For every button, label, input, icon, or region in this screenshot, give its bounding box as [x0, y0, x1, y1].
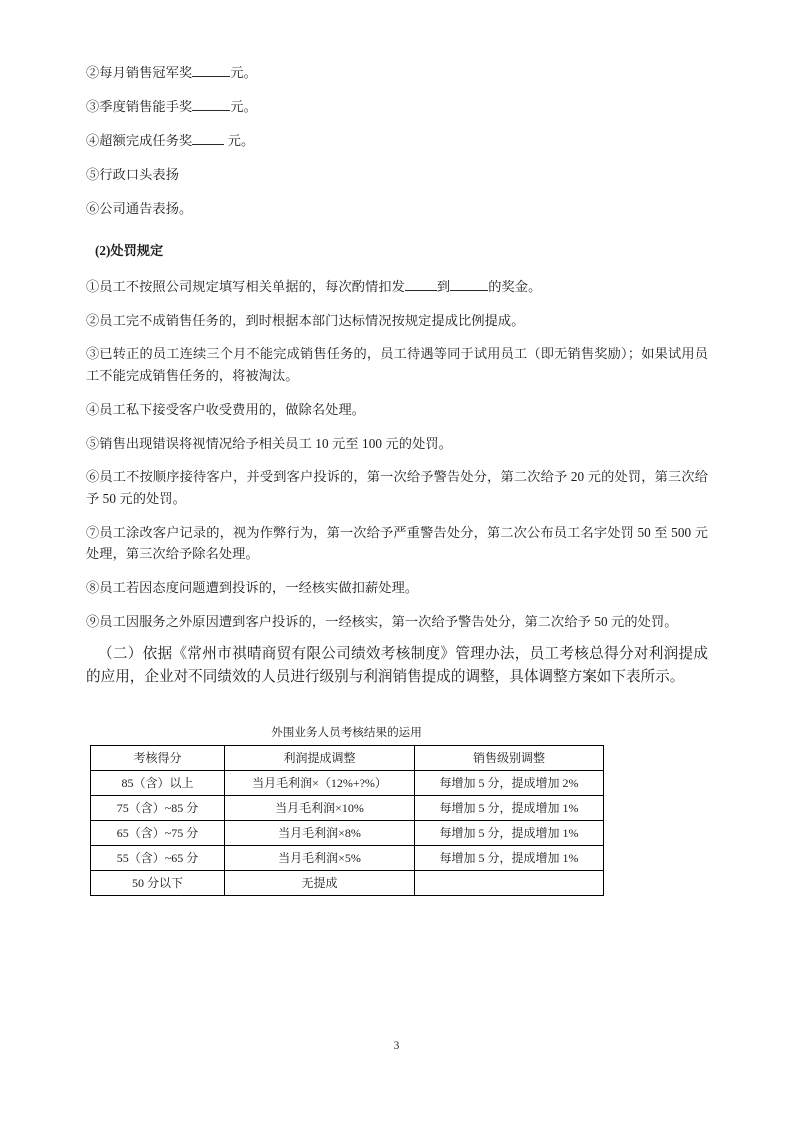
blank-line[interactable]	[192, 144, 224, 145]
table-cell-profit: 当月毛利润×5%	[225, 846, 415, 871]
blank-line[interactable]	[192, 76, 230, 77]
blank-line[interactable]	[192, 110, 230, 111]
page-number: 3	[393, 1040, 400, 1052]
section-two-line1: （二）依据《常州市祺晴商贸有限公司绩效考核制度》管理办法，员工考核总得分对利润	[98, 646, 679, 663]
reward-item-3-text: ③季度销售能手奖	[86, 98, 193, 114]
penalty-item-6: ⑥员工不按顺序接待客户，并受到客户投诉的，第一次给予警告处分，第二次给予 20 元的处罚，第三次给予 50 元的处罚。	[86, 469, 708, 506]
section-two-line2: 提成的应用，企业对不同绩效的人员进行级别与利润销售提成的调整，具体调整方案如下表所示。	[86, 646, 708, 686]
penalty-item-7: ⑦员工涂改客户记录的，视为作弊行为，第一次给予严重警告处分，第二次公布员工名字处罚 50 至 500 元处理，第三次给予除名处理。	[86, 524, 708, 562]
page-content	[86, 62, 708, 896]
table-header-row	[91, 746, 604, 771]
reward-item-6: ⑥公司通告表扬。	[86, 200, 193, 216]
penalty-item-1-part1: ①员工不按照公司规定填写相关单据的，每次酌情扣发	[86, 278, 405, 294]
table-cell-score: 75（含）~85 分	[91, 796, 225, 821]
reward-item-3	[86, 96, 708, 117]
table-row	[91, 821, 604, 846]
penalty-item-5: ⑤销售出现错误将视情况给予相关员工 10 元至 100 元的处罚。	[86, 435, 452, 451]
reward-item-4-suffix: 元。	[224, 132, 255, 148]
table-row	[91, 846, 604, 871]
table-cell-score: 85（含）以上	[91, 771, 225, 796]
table-cell-score: 50 分以下	[91, 871, 225, 896]
penalty-item-1-part2: 到	[436, 278, 451, 294]
penalty-item-1-part3: 的奖金。	[488, 278, 542, 294]
table-cell-profit: 当月毛利润×（12%+?%）	[225, 771, 415, 796]
reward-item-2	[86, 62, 708, 83]
table-title: 外围业务人员考核结果的运用	[271, 726, 422, 740]
reward-item-4	[86, 130, 708, 151]
table-cell-score: 55（含）~65 分	[91, 846, 225, 871]
section-two-paragraph	[86, 643, 708, 689]
table-header-sales-level: 销售级别调整	[415, 746, 604, 771]
table-header-profit-commission: 利润提成调整	[225, 746, 415, 771]
table-cell-profit: 当月毛利润×10%	[225, 796, 415, 821]
penalty-item-2: ②员工完不成销售任务的，到时根据本部门达标情况按规定提成比例提成。	[86, 312, 525, 328]
table-header-score: 考核得分	[91, 746, 225, 771]
reward-item-3-suffix: 元。	[230, 98, 257, 114]
table-row	[91, 796, 604, 821]
table-cell-level: 每增加 5 分，提成增加 1%	[415, 796, 604, 821]
penalty-item-9: ⑨员工因服务之外原因遭到客户投诉的，一经核实，第一次给予警告处分，第二次给予 50 元的处罚。	[86, 613, 678, 629]
table-cell-profit: 无提成	[225, 871, 415, 896]
reward-item-4-text: ④超额完成任务奖	[86, 132, 193, 148]
penalty-item-4: ④员工私下接受客户收受费用的，做除名处理。	[86, 401, 366, 417]
table-cell-level	[415, 871, 604, 896]
table-row	[91, 771, 604, 796]
table-row	[91, 871, 604, 896]
table-cell-profit: 当月毛利润×8%	[225, 821, 415, 846]
penalty-item-1	[86, 276, 708, 297]
blank-line[interactable]	[405, 290, 437, 291]
table-cell-level: 每增加 5 分，提成增加 2%	[415, 771, 604, 796]
penalty-item-3: ③已转正的员工连续三个月不能完成销售任务的，员工待遇等同于试用员工（即无销售奖励）；如果试用员工不能完成销售任务的，将被淘汰。	[86, 346, 708, 383]
table-cell-level: 每增加 5 分，提成增加 1%	[415, 846, 604, 871]
penalty-item-8: ⑧员工若因态度问题遭到投诉的，一经核实做扣薪处理。	[86, 579, 419, 595]
assessment-table-wrapper	[90, 725, 603, 896]
reward-item-5: ⑤行政口头表扬	[86, 166, 180, 182]
reward-item-2-suffix: 元。	[230, 65, 257, 80]
assessment-table	[90, 745, 604, 896]
blank-line[interactable]	[450, 290, 488, 291]
table-cell-score: 65（含）~75 分	[91, 821, 225, 846]
reward-item-2-text: ②每月销售冠军奖	[86, 65, 193, 80]
penalty-section-heading: (2)处罚规定	[95, 242, 164, 258]
table-cell-level: 每增加 5 分，提成增加 1%	[415, 821, 604, 846]
